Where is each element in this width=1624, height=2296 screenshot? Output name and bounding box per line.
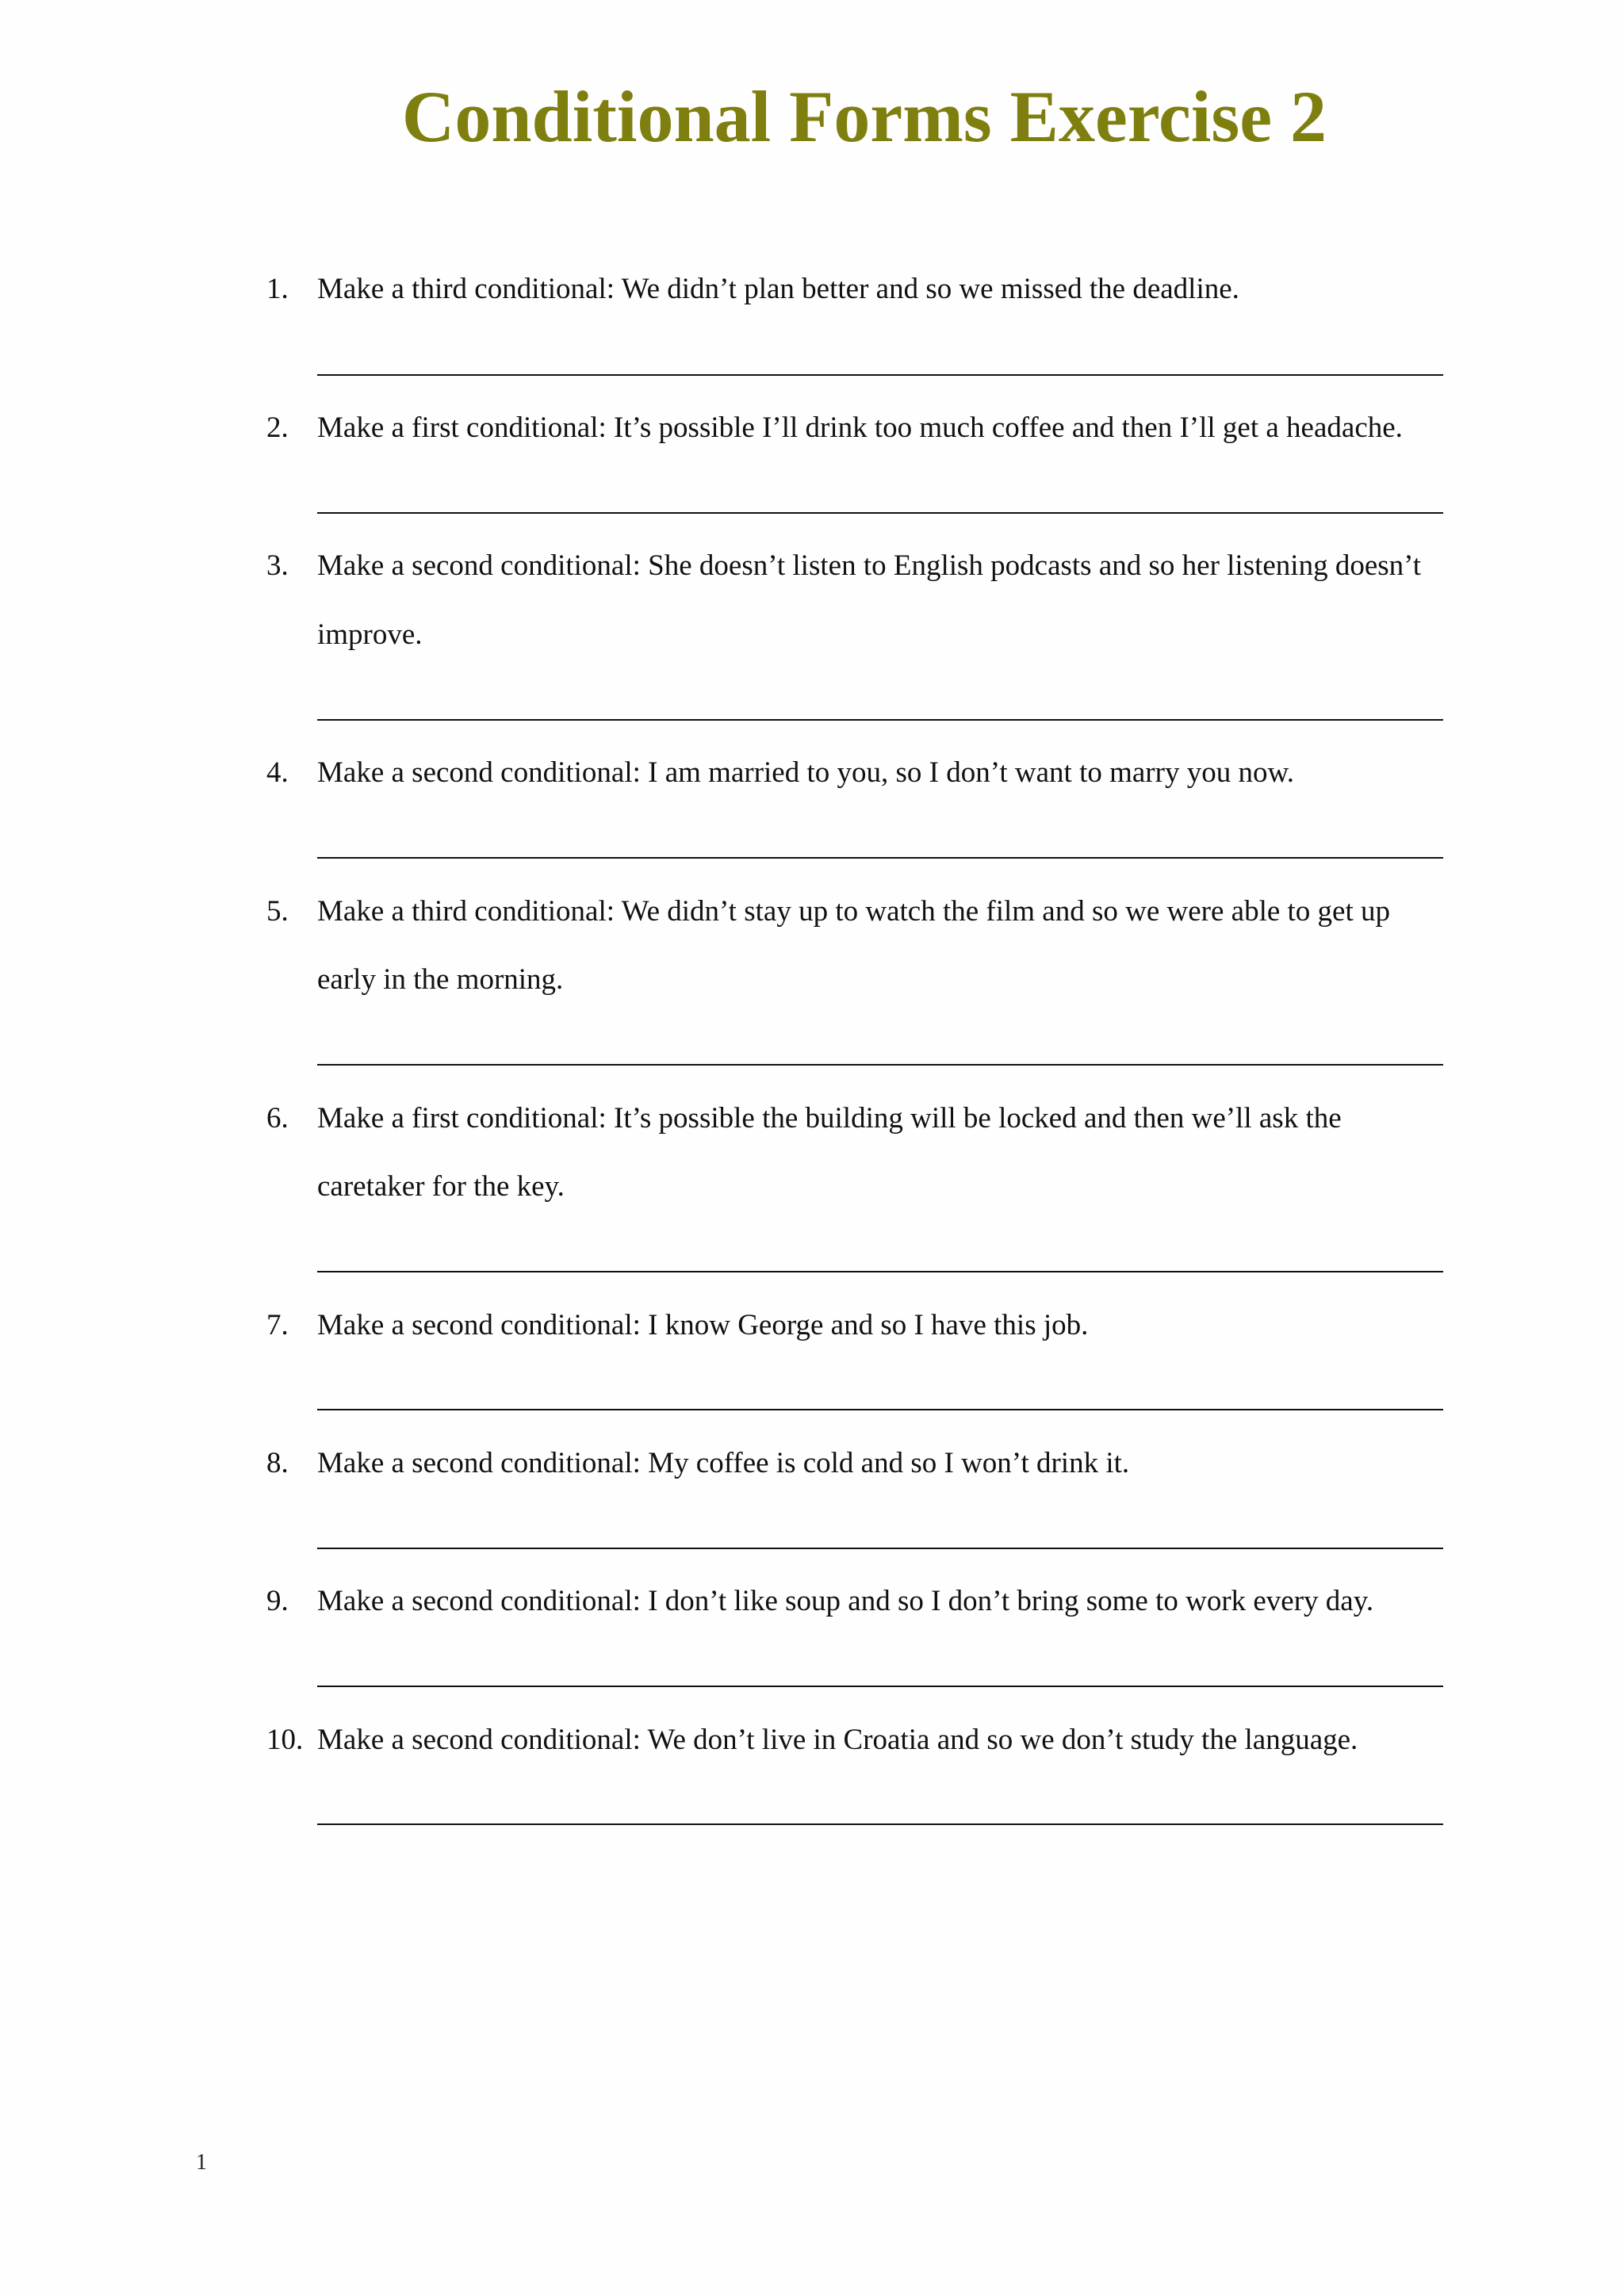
question-number: 1. [266,273,289,305]
question-text: Make a second conditional: We don’t live in Croatia and so we don’t study the language. [317,1724,1358,1756]
question-number: 2. [266,411,289,444]
question-text: Make a second conditional: I know George and so I have this job. [317,1309,1089,1341]
question-text: Make a third conditional: We didn’t plan better and so we missed the deadline. [317,273,1239,305]
page-title: Conditional Forms Exercise 2 [401,76,1327,157]
answer-line[interactable] [317,512,1443,514]
question-number: 10. [266,1724,304,1756]
question-text-continued: improve. [317,618,423,651]
question-number: 7. [266,1309,289,1341]
answer-line[interactable] [317,719,1443,721]
answer-line[interactable] [317,1686,1443,1687]
page-number: 1 [196,2150,207,2175]
question-text: Make a second conditional: I am married to you, so I don’t want to marry you now. [317,756,1295,789]
question-number: 6. [266,1102,289,1135]
question-number: 4. [266,756,289,789]
question-text: Make a third conditional: We didn’t stay up to watch the film and so we were able to get up [317,895,1391,928]
question-text-continued: early in the morning. [317,963,564,996]
question-number: 3. [266,549,289,582]
answer-line[interactable] [317,1409,1443,1410]
answer-line[interactable] [317,1548,1443,1549]
question-text: Make a first conditional: It’s possible I’ll drink too much coffee and then I’ll get a headache. [317,411,1403,444]
question-text: Make a first conditional: It’s possible the building will be locked and then we’ll ask the [317,1102,1342,1135]
answer-line[interactable] [317,374,1443,376]
question-text: Make a second conditional: She doesn’t listen to English podcasts and so her listening doesn’t [317,549,1422,582]
answer-line[interactable] [317,1823,1443,1825]
question-text-continued: caretaker for the key. [317,1170,565,1203]
answer-line[interactable] [317,1064,1443,1066]
answer-line[interactable] [317,1271,1443,1272]
question-number: 9. [266,1585,289,1617]
answer-line[interactable] [317,857,1443,859]
question-text: Make a second conditional: My coffee is cold and so I won’t drink it. [317,1447,1130,1479]
question-number: 8. [266,1447,289,1479]
question-text: Make a second conditional: I don’t like soup and so I don’t bring some to work every day. [317,1585,1374,1617]
question-number: 5. [266,895,289,928]
